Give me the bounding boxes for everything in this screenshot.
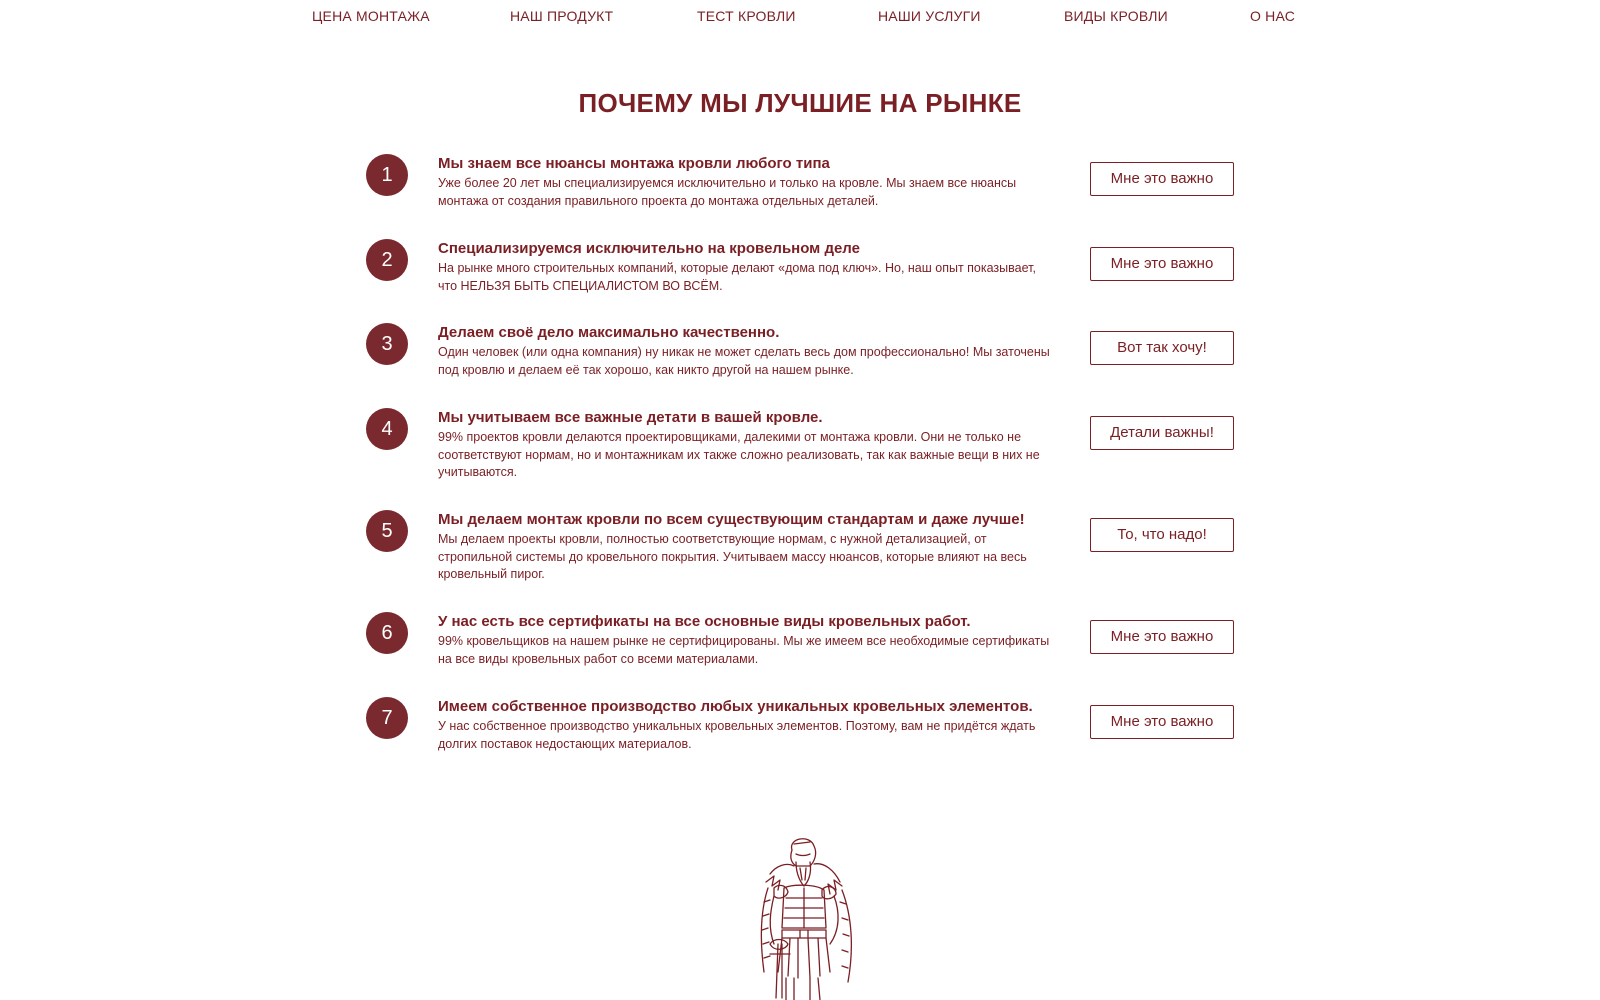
feature-description: Уже более 20 лет мы специализируемся исключительно и только на кровле. Мы знаем все нюансы монтажа от создания правильного проекта до монтажа отдельных деталей. xyxy=(438,176,1017,208)
top-navigation xyxy=(0,0,1600,34)
nav-item-price[interactable]: ЦЕНА МОНТАЖА xyxy=(312,8,430,24)
nav-item-roof-types[interactable]: ВИДЫ КРОВЛИ xyxy=(1064,8,1168,24)
feature-description: 99% кровельщиков на нашем рынке не сертифицированы. Мы же имеем все необходимые сертификаты на все виды кровельных работ со всеми материалами. xyxy=(438,634,1050,666)
feature-cta-button[interactable]: То, что надо! xyxy=(1090,518,1234,552)
feature-description: Мы делаем проекты кровли, полностью соответствующие нормам, с нужной детализацией, от стропильной системы до кровельного покрытия. Учитываем массу нюансов, которые влияют на весь кровельный пирог. xyxy=(438,532,1027,581)
number-badge: 1 xyxy=(366,154,408,196)
number-badge: 7 xyxy=(366,697,408,739)
feature-cta-button[interactable]: Вот так хочу! xyxy=(1090,331,1234,365)
feature-description: 99% проектов кровли делаются проектировщиками, далекими от монтажа кровли. Они не только не соответствуют нормам, но и монтажникам их также сложно реализовать, так как важные вещи в них не учитываются. xyxy=(438,430,1040,479)
feature-title: Специализируемся исключительно на кровельном деле xyxy=(438,240,860,257)
feature-text xyxy=(438,154,1058,210)
feature-title: Делаем своё дело максимально качественно. xyxy=(438,324,780,341)
feature-description: Один человек (или одна компания) ну никак не может сделать весь дом профессионально! Мы заточены под кровлю и делаем её так хорошо, как никто другой на нашем рынке. xyxy=(438,345,1050,377)
nav-item-product[interactable]: НАШ ПРОДУКТ xyxy=(510,8,614,24)
feature-title: Мы делаем монтаж кровли по всем существующим стандартам и даже лучше! xyxy=(438,511,1025,528)
feature-text xyxy=(438,239,1058,295)
nav-item-about[interactable]: О НАС xyxy=(1250,8,1296,24)
feature-title: Имеем собственное производство любых уникальных кровельных элементов. xyxy=(438,698,1033,715)
number-badge: 3 xyxy=(366,323,408,365)
section-title: ПОЧЕМУ МЫ ЛУЧШИЕ НА РЫНКЕ xyxy=(578,88,1022,118)
feature-text xyxy=(438,612,1058,668)
feature-cta-button[interactable]: Мне это важно xyxy=(1090,162,1234,196)
warrior-illustration-icon xyxy=(730,832,870,1000)
number-badge: 5 xyxy=(366,510,408,552)
nav-item-services[interactable]: НАШИ УСЛУГИ xyxy=(878,8,981,24)
number-badge: 2 xyxy=(366,239,408,281)
feature-text xyxy=(438,510,1058,584)
feature-text xyxy=(438,323,1058,379)
feature-description: У нас собственное производство уникальных кровельных элементов. Поэтому, вам не придётся ждать долгих поставок недостающих материалов. xyxy=(438,719,1036,751)
number-badge: 4 xyxy=(366,408,408,450)
number-badge: 6 xyxy=(366,612,408,654)
feature-cta-button[interactable]: Мне это важно xyxy=(1090,620,1234,654)
feature-title: У нас есть все сертификаты на все основные виды кровельных работ. xyxy=(438,613,971,630)
feature-cta-button[interactable]: Мне это важно xyxy=(1090,705,1234,739)
feature-text xyxy=(438,408,1058,482)
feature-cta-button[interactable]: Мне это важно xyxy=(1090,247,1234,281)
feature-title: Мы учитываем все важные детати в вашей кровле. xyxy=(438,409,823,426)
feature-description: На рынке много строительных компаний, которые делают «дома под ключ». Но, наш опыт показывает, что НЕЛЬЗЯ БЫТЬ СПЕЦИАЛИСТОМ ВО ВСЁМ. xyxy=(438,261,1036,293)
feature-cta-button[interactable]: Детали важны! xyxy=(1090,416,1234,450)
nav-item-roof-test[interactable]: ТЕСТ КРОВЛИ xyxy=(697,8,796,24)
feature-title: Мы знаем все нюансы монтажа кровли любого типа xyxy=(438,155,830,172)
feature-text xyxy=(438,697,1058,753)
